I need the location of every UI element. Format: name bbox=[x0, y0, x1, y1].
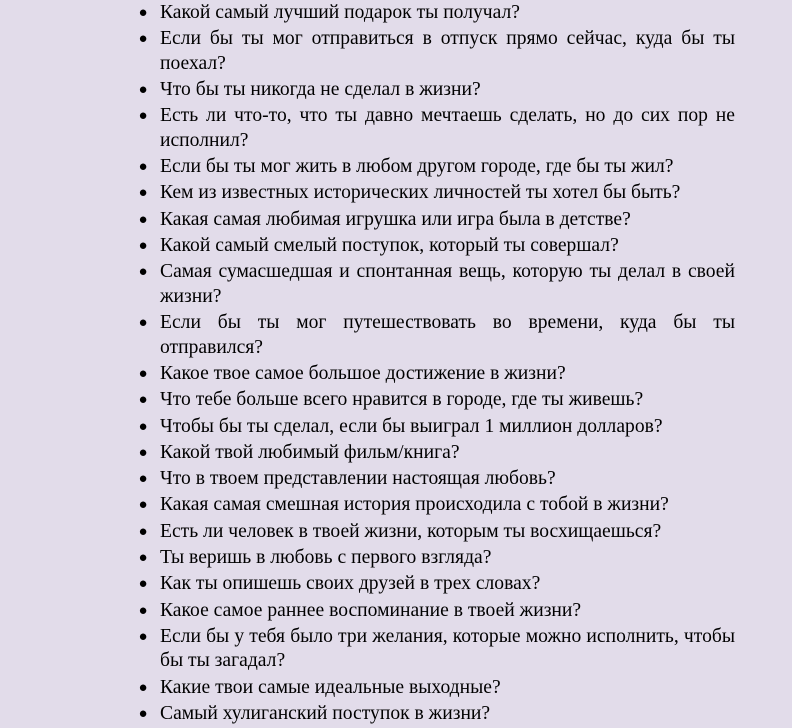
question-text: Как ты опишешь своих друзей в трех словах? bbox=[160, 573, 541, 595]
bullet-icon: ● bbox=[138, 628, 148, 645]
bullet-icon: ● bbox=[138, 108, 148, 125]
list-item bbox=[0, 311, 792, 360]
question-text: Ты веришь в любовь с первого взгляда? bbox=[160, 547, 492, 569]
bullet-icon: ● bbox=[138, 159, 148, 176]
question-text: Какой самый лучший подарок ты получал? bbox=[160, 2, 520, 23]
list-item bbox=[0, 78, 792, 103]
question-text: Какая самая любимая игрушка или игра была в детстве? bbox=[160, 208, 631, 230]
bullet-icon: ● bbox=[138, 576, 148, 593]
list-item bbox=[0, 676, 792, 701]
list-item bbox=[0, 493, 792, 518]
bullet-icon: ● bbox=[138, 211, 148, 228]
question-text: Какие твои самые идеальные выходные? bbox=[160, 676, 501, 698]
question-text: Что тебе больше всего нравится в городе, где ты живешь? bbox=[160, 389, 644, 411]
list-item bbox=[0, 572, 792, 597]
list-item bbox=[0, 104, 792, 153]
bullet-icon: ● bbox=[138, 523, 148, 540]
question-text: Чтобы бы ты сделал, если бы выиграл 1 миллион долларов? bbox=[160, 415, 663, 437]
list-item bbox=[0, 362, 792, 387]
bullet-icon: ● bbox=[138, 392, 148, 409]
list-item bbox=[0, 625, 792, 674]
question-text: Что бы ты никогда не сделал в жизни? bbox=[160, 79, 481, 101]
list-item bbox=[0, 234, 792, 259]
question-text: Самый хулиганский поступок в жизни? bbox=[160, 703, 491, 725]
question-text: Какая самая смешная история происходила с тобой в жизни? bbox=[160, 494, 669, 516]
bullet-icon: ● bbox=[138, 679, 148, 696]
list-item bbox=[0, 208, 792, 233]
question-text: Есть ли что-то, что ты давно мечтаешь сделать, но до сих пор не исполнил? bbox=[160, 105, 735, 151]
bullet-icon: ● bbox=[138, 264, 148, 281]
list-item bbox=[0, 1, 792, 26]
question-text: Что в твоем представлении настоящая любовь? bbox=[160, 468, 556, 490]
question-text: Самая сумасшедшая и спонтанная вещь, которую ты делал в своей жизни? bbox=[160, 261, 735, 307]
question-text: Какой самый смелый поступок, который ты совершал? bbox=[160, 235, 619, 257]
question-text: Если бы ты мог отправиться в отпуск прямо сейчас, куда бы ты поехал? bbox=[160, 28, 735, 74]
question-text: Какое твое самое большое достижение в жизни? bbox=[160, 362, 566, 384]
list-item bbox=[0, 546, 792, 571]
list-item bbox=[0, 155, 792, 180]
question-text: Какой твой любимый фильм/книга? bbox=[160, 441, 460, 463]
list-item bbox=[0, 388, 792, 413]
question-text: Если бы ты мог жить в любом другом городе, где бы ты жил? bbox=[160, 156, 674, 178]
bullet-icon: ● bbox=[138, 315, 148, 332]
question-text: Если бы ты мог путешествовать во времени, куда бы ты отправился? bbox=[160, 312, 735, 358]
bullet-icon: ● bbox=[138, 444, 148, 461]
bullet-icon: ● bbox=[138, 602, 148, 619]
bullet-icon: ● bbox=[138, 5, 148, 21]
bullet-icon: ● bbox=[138, 185, 148, 202]
question-text: Если бы у тебя было три желания, которые можно исполнить, чтобы бы ты загадал? bbox=[160, 625, 735, 672]
question-list bbox=[0, 1, 792, 728]
list-item bbox=[0, 599, 792, 624]
bullet-icon: ● bbox=[138, 82, 148, 99]
question-text: Какое самое раннее воспоминание в твоей жизни? bbox=[160, 599, 582, 621]
bullet-icon: ● bbox=[138, 550, 148, 567]
bullet-icon: ● bbox=[138, 497, 148, 514]
list-item bbox=[0, 415, 792, 440]
question-text: Есть ли человек в твоей жизни, которым ты восхищаешься? bbox=[160, 520, 662, 542]
list-item bbox=[0, 181, 792, 206]
bullet-icon: ● bbox=[138, 365, 148, 382]
bullet-icon: ● bbox=[138, 238, 148, 255]
bullet-icon: ● bbox=[138, 418, 148, 435]
bullet-icon: ● bbox=[138, 31, 148, 48]
list-item bbox=[0, 467, 792, 492]
list-item bbox=[0, 441, 792, 466]
list-item bbox=[0, 702, 792, 727]
list-item bbox=[0, 520, 792, 545]
bullet-icon: ● bbox=[138, 706, 148, 723]
bullet-icon: ● bbox=[138, 471, 148, 488]
list-item bbox=[0, 27, 792, 76]
list-item bbox=[0, 260, 792, 309]
question-text: Кем из известных исторических личностей ты хотел бы быть? bbox=[160, 182, 681, 204]
